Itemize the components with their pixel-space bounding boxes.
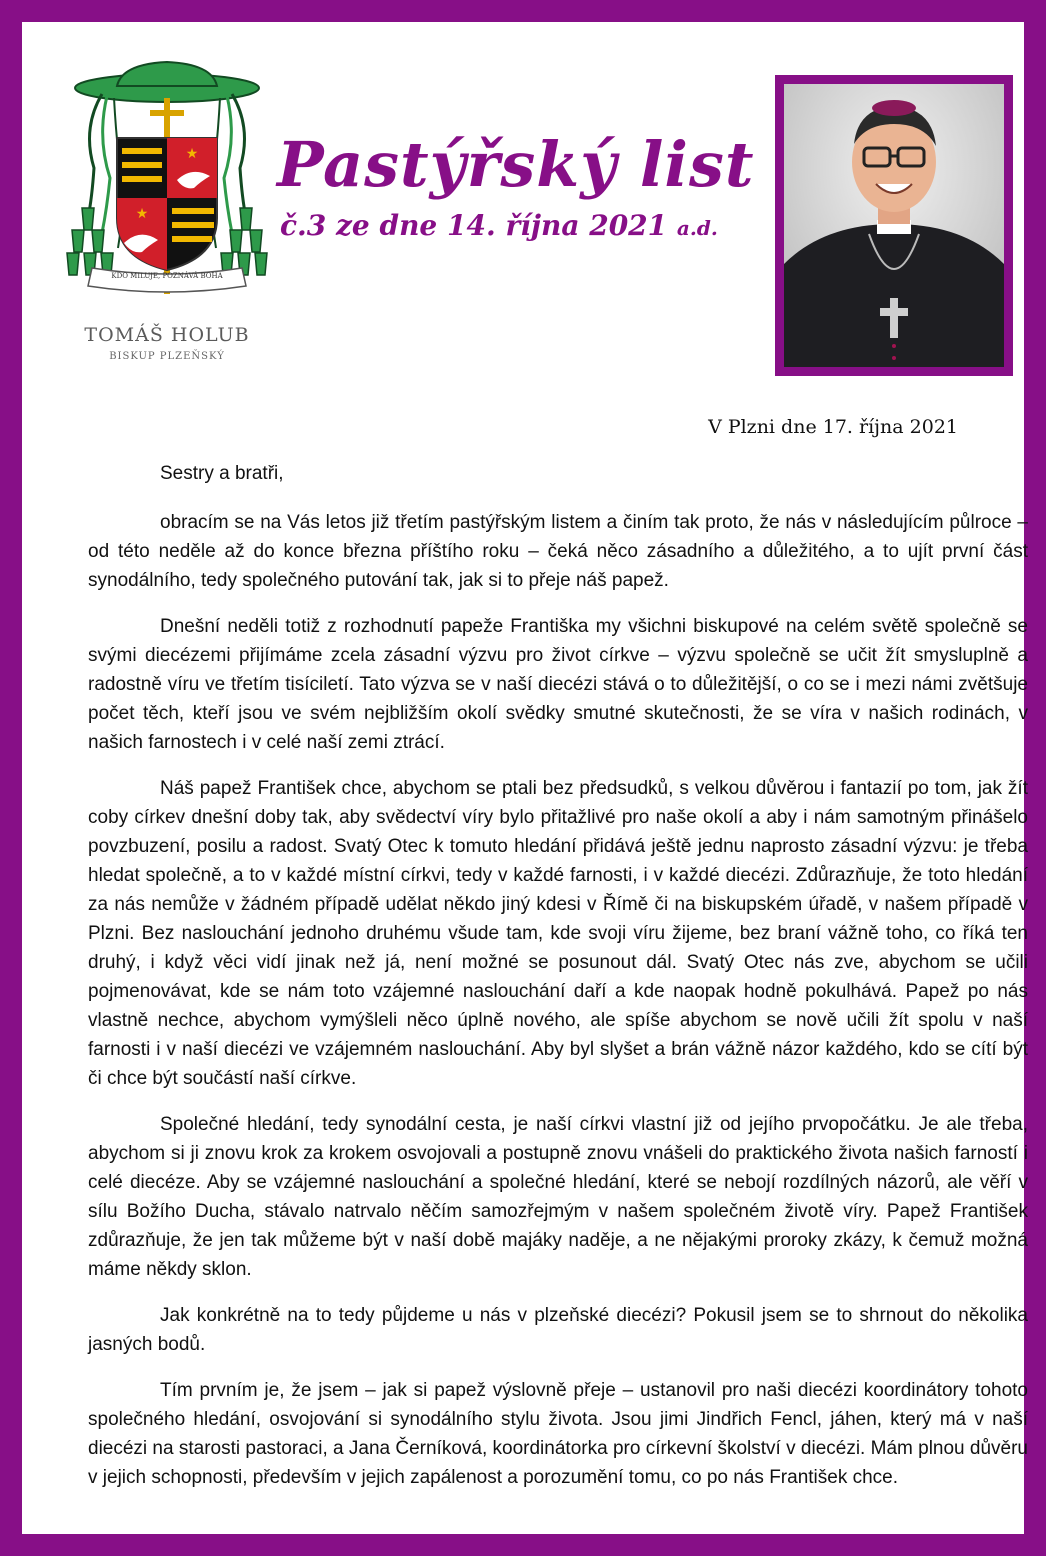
subtitle-suffix: a.d. (676, 216, 718, 240)
bishop-title: BISKUP PLZEŇSKÝ (109, 351, 225, 362)
paragraph: Společné hledání, tedy synodální cesta, je naší církvi vlastní již od jejího prvopočátku. Je ale třeba, abychom si ji znovu krok za krokem osvojovali a postupně znovu vnášeli do praktického života našich farností i celé diecéze. Aby se vzájemné naslouchání a společné hledání, které se nebojí rozdílných názorů, ale věří v sílu Božího Ducha, stávalo natrvalo něčím samozřejmým v našem společném životě víry. Papež František zdůrazňuje, že jen tak můžeme být v naší době majáky naděje, a ne nějakými proroky zkázy, k čemuž možná máme někdy sklon. (88, 1114, 1028, 1280)
paragraph: Tím prvním je, že jsem – jak si papež výslovně přeje – ustanovil pro naši diecézi koordinátory tohoto společného hledání, osvojování si synodálního stylu života. Jsou jimi Jindřich Fencl, jáhen, který má v naší diecézi na starosti pastoraci, a Jana Černíková, koordinátorka pro církevní školství v diecézi. Mám plnou důvěru v jejich schopnosti, především v jejich zapálenost a porozumění tomu, co po nás František chce. (88, 1380, 1028, 1488)
page-title: Pastýřský list (277, 128, 755, 201)
bishop-name: TOMÁŠ HOLUB (84, 324, 250, 346)
paragraph: Dnešní neděli totiž z rozhodnutí papeže Františka my všichni biskupové na celém světě společně se svými diecézemi přijímáme zcela zásadní výzvu pro život církve – výzvu společně se učit žít smysluplně a radostně víru ve třetím tisíciletí. Tato výzva se v naší diecézi stává o to důležitější, o co se i mezi námi zvětšuje počet těch, kteří jsou ve svém nejbližším okolí svědky smutné skutečnosti, že se víra v našich rodinách, v našich farnostech i v celé naší zemi ztrácí. (88, 616, 1028, 753)
letter-body (88, 508, 1028, 1509)
paragraph: Jak konkrétně na to tedy půjdeme u nás v plzeňské diecézi? Pokusil jsem se to shrnout do několika jasných bodů. (88, 1305, 1028, 1355)
paragraph: obracím se na Vás letos již třetím pastýřským listem a činím tak proto, že nás v následujícím půlroce – od této neděle až do konce března příštího roku – čeká něco zásadního a důležitého, a to ujít první část synodálního, tedy společného putování tak, jak si to přeje náš papež. (88, 512, 1028, 591)
coat-of-arms (62, 58, 272, 294)
subtitle-main: č.3 ze dne 14. října 2021 (280, 209, 668, 242)
svg-text:★: ★ (185, 146, 199, 162)
paragraph: Náš papež František chce, abychom se ptali bez předsudků, s velkou důvěrou i fantazií po tom, jak žít coby církev dnešní doby tak, aby svědectví víry bylo přitažlivé pro naše okolí a aby i nám samotným přinášelo povzbuzení, posilu a radost. Svatý Otec k tomuto hledání přidává ještě jednu naprosto zásadní výzvu: je třeba hledat společně, a to v každé místní církvi, tedy v každé farnosti, i v každé diecézi. Zdůrazňuje, že toto hledání za nás nemůže v žádném případě udělat někdo jiný kdesi v Římě či na biskupském úřadě, v našem případě v Plzni. Bez naslouchání jednoho druhému všude tam, kde svoji víru žijeme, bez braní vážně toho, co říká ten druhý, i když věci vidí jinak než já, není možné se posunout dál. Svatý Otec nás zve, abychom se učili pojmenovávat, kde se nám toto vzájemné naslouchání daří a kde naopak hodně pokulhává. Papež po nás vlastně nechce, abychom vymýšleli něco úplně nového, ale spíše abychom se nově učili žít spolu v naší farnosti i v naší diecézi ve vzájemném naslouchání. Aby byl slyšet a brán vážně názor každého, kdo se cítí být či chce být součástí naší církve. (88, 778, 1028, 1089)
bishop-portrait (775, 75, 1013, 376)
salutation: Sestry a bratři, (160, 463, 284, 484)
svg-text:★: ★ (135, 206, 149, 222)
letter-number-date (280, 209, 760, 242)
place-date: V Plzni dne 17. října 2021 (708, 416, 958, 438)
coat-motto: KDO MILUJE, POZNÁVÁ BOHA (111, 272, 223, 280)
